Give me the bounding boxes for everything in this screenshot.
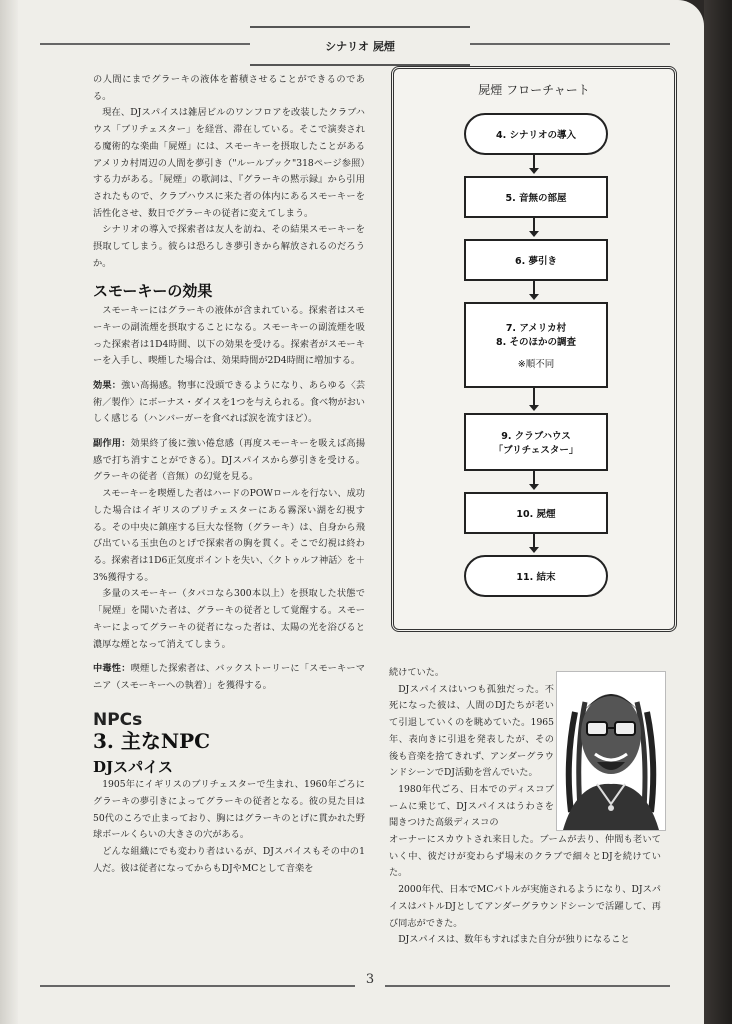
flowchart-title: 屍煙 フローチャート	[478, 83, 590, 97]
flowchart-box	[391, 66, 677, 632]
side-effect-text: 効果終了後に強い倦怠感（再度スモーキーを吸えば高揚感で打ち消すことができる）。DJスパイスから夢引きを受ける。グラーキの従者（音無）の幻覚を見る。	[93, 438, 366, 483]
flow-step-investigation	[464, 302, 608, 388]
intro-paragraph: の人間にまでグラーキの液体を蓄積させることができるのである。	[93, 74, 365, 102]
side-effect-entry	[93, 436, 365, 486]
flow-step-label: 「ブリチェスター」	[493, 445, 579, 456]
dj-spice-heading: DJスパイス	[93, 757, 173, 776]
dj-spice-illustration	[557, 672, 665, 830]
addiction-text: 喫煙した探索者は、バックストーリーに「スモーキーマニア（スモーキーへの執着）」を獲得する。	[93, 663, 365, 691]
running-header-title: シナリオ 屍煙	[325, 40, 395, 53]
overdose-paragraph: 多量のスモーキー（タバコなら300本以上）を摂取した状態で「屍煙」を聞いた者は、グラーキの従者として覚醒する。スモーキーによってグラーキの従者になった者は、太陽の光を浴びると濃厚な煙となって消えてしまう。	[93, 588, 365, 650]
flow-arrow	[533, 218, 535, 235]
flow-arrow	[533, 471, 535, 488]
flow-step-otonashi-room	[464, 176, 608, 218]
header-rule-left	[40, 43, 250, 45]
dj-paragraph: 2000年代、日本でMCバトルが実施されるようになり、DJスパイスはバトルDJとしてアンダーグラウンドシーンで活躍して、再び同志ができた。	[389, 884, 661, 929]
dj-paragraph: 続けていた。	[389, 667, 445, 678]
dj-paragraph: DJスパイスはいつも孤独だった。不死になった彼は、人間のDJたちが老いて引退していくのを眺めていた。1965年、表向きに引退を発表したが、その後も音楽を捨てきれず、アンダーグラウンドシーンでDJ活動を営んでいた。	[389, 683, 554, 779]
flow-step-dream-pull	[464, 239, 608, 281]
addiction-entry	[93, 661, 365, 694]
dj-paragraph: DJスパイスは、数年もすればまた自分が独りになること	[398, 934, 630, 946]
intro-paragraph: シナリオの導入で探索者は友人を訪ね、その結果スモーキーを摂取してしまう。彼らは恐ろしき夢引きから解放されるのだろうか。	[93, 224, 365, 269]
dj-paragraph: 1905年にイギリスのブリチェスターで生まれ、1960年ごろにグラーキの夢引きによってグラーキの従者となる。彼の見た目は50代のころで止まっており、胸にはグラーキのとげに貫かれた野球ボールくらいの大きさの穴がある。	[93, 779, 365, 841]
flow-step-clubhouse	[464, 413, 608, 471]
flow-step-label: 8. そのほかの調査	[495, 337, 577, 348]
section-heading-smokey: スモーキーの効果	[93, 282, 213, 301]
text-beside-portrait	[389, 665, 554, 832]
effect-label: 効果：	[93, 379, 122, 391]
npc-section-heading	[93, 711, 365, 753]
npcs-heading: 3. 主なNPC	[93, 728, 211, 753]
flow-step-label: 7. アメリカ村	[505, 323, 567, 334]
flow-arrow	[533, 155, 535, 172]
flow-step-note: ※順不同	[517, 359, 555, 370]
background-edge	[704, 0, 732, 1024]
flow-step-label: 4. シナリオの導入	[496, 130, 576, 141]
flow-step-label: 11. 結末	[516, 572, 556, 583]
flow-step-intro	[464, 113, 608, 155]
flow-step-ending	[464, 555, 608, 597]
dj-spice-portrait	[556, 671, 666, 831]
dj-paragraph: オーナーにスカウトされ来日した。ブームが去り、仲間も老いていく中、彼だけが変わらず場末のクラブで細々とDJを続けていた。	[389, 834, 661, 879]
intro-paragraph: 現在、DJスパイスは雑居ビルのワンフロアを改装したクラブハウス「ブリチェスター」を経営、滞在している。そこで演奏される魔術的な楽曲「屍煙」には、スモーキーを摂取したことがあるアメリカ村周辺の人間を夢引き（"ルールブック"318ページ参照）する力がある。「屍煙」の歌詞は、『グラーキの黙示録』から引用されたもので、クラブハウスに来た者の体内にあるスモーキーを活性化させ、数日でグラーキの従者に変えてしまう。	[93, 107, 365, 219]
effect-text: 強い高揚感。物事に没頭できるようになり、あらゆる〈芸術／製作〉にボーナス・ダイスを1つを与えられる。食べ物がおいしく感じる（ハンバーガーを食べれば涙を流すほど）。	[93, 379, 366, 425]
flow-arrow	[533, 388, 535, 409]
addiction-label: 中毒性：	[93, 663, 131, 675]
page-number: 3	[355, 972, 385, 996]
flow-step-label: 9. クラブハウス	[501, 431, 571, 442]
header-rule-right	[470, 43, 670, 45]
flow-step-shien	[464, 492, 608, 534]
page-binding-shadow	[0, 0, 18, 1024]
flow-step-label: 10. 屍煙	[516, 509, 556, 520]
running-header	[250, 26, 470, 66]
dj-paragraph: どんな組織にでも変わり者はいるが、DJスパイスもその中の1人だ。彼は従者になってからもDJやMCとして音楽を	[93, 846, 365, 874]
pow-paragraph: スモーキーを喫煙した者はハードのPOWロールを行ない、成功した場合はイギリスのブリチェスターにある霧深い湖を幻視する。その中央に鎮座する巨大な怪物（グラーキ）は、自身から飛び出ている玉虫色のとげで探索者の胸を貫く。そこで幻視は終わる。探索者は1D6正気度ポイントを失い、〈クトゥルフ神話〉を＋3%獲得する。	[93, 488, 365, 583]
flow-arrow	[533, 534, 535, 551]
effect-entry	[93, 378, 365, 428]
smokey-paragraph: スモーキーにはグラーキの液体が含まれている。探索者はスモーキーの副流煙を摂取することになる。スモーキーの副流煙を吸った探索者は1D4時間、以下の効果を受ける。探索者がスモーキーを入手し、喫煙した場合は、効果時間が2D4時間に増加する。	[93, 305, 365, 367]
flow-step-label: 5. 音無の部屋	[505, 193, 567, 204]
flow-arrow	[533, 281, 535, 298]
npcs-label: NPCs	[93, 709, 143, 730]
left-column	[93, 72, 365, 878]
flow-step-label: 6. 夢引き	[514, 256, 558, 267]
side-effect-label: 副作用：	[93, 438, 131, 450]
dj-paragraph: 1980年代ごろ、日本でのディスコブームに乗じて、DJスパイスはうわさを聞きつけた高級ディスコの	[389, 783, 554, 829]
